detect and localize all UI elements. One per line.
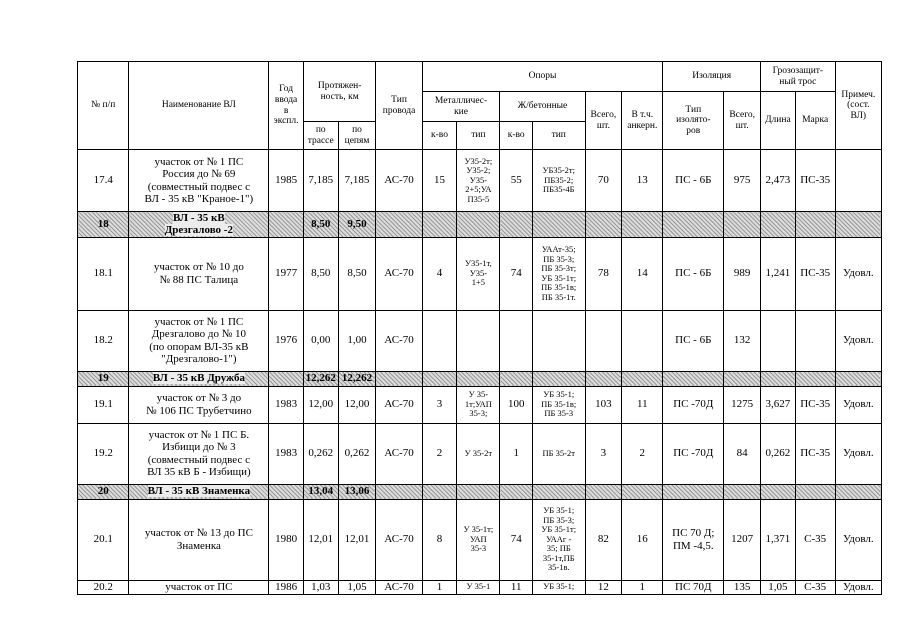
metal-type: У35-1т, У35- 1+5 — [457, 237, 500, 310]
empty-cell — [622, 371, 663, 386]
empty-cell — [835, 212, 881, 238]
length-route: 1,03 — [303, 580, 338, 594]
header-concrete-qty: к-во — [500, 122, 533, 150]
anchor-count: 11 — [622, 386, 663, 423]
wire-type: АС-70 — [376, 580, 422, 594]
header-note: Примеч. (сост. ВЛ) — [835, 62, 881, 150]
insulator-type: ПС - 6Б — [663, 237, 724, 310]
row-num: 18.2 — [78, 310, 129, 371]
insulator-type: ПС -70Д — [663, 386, 724, 423]
metal-qty: 3 — [422, 386, 457, 423]
length-chains: 0,262 — [338, 423, 376, 484]
empty-cell — [376, 212, 422, 238]
empty-cell — [724, 371, 761, 386]
length-chains: 12,01 — [338, 499, 376, 580]
length-route: 0,262 — [303, 423, 338, 484]
empty-cell — [761, 484, 796, 499]
line-name: ВЛ - 35 кВ Дрезгалово -2 — [129, 212, 269, 238]
header-length: Протяжен- ность, км — [303, 62, 376, 122]
ground-brand: ПС-35 — [795, 423, 835, 484]
ground-length: 3,627 — [761, 386, 796, 423]
year — [269, 371, 304, 386]
anchor-count: 13 — [622, 150, 663, 212]
wire-type: АС-70 — [376, 499, 422, 580]
supports-total: 82 — [585, 499, 622, 580]
ground-brand: С-35 — [795, 580, 835, 594]
header-wire: Тип провода — [376, 62, 422, 150]
empty-cell — [622, 484, 663, 499]
length-chains: 1,00 — [338, 310, 376, 371]
insulator-type: ПС -70Д — [663, 423, 724, 484]
concrete-qty: 1 — [500, 423, 533, 484]
year — [269, 212, 304, 238]
length-chains: 8,50 — [338, 237, 376, 310]
row-num: 20.1 — [78, 499, 129, 580]
concrete-type — [532, 310, 585, 371]
length-route: 13,04 — [303, 484, 338, 499]
insulator-total: 84 — [724, 423, 761, 484]
header-length-route: по трассе — [303, 122, 338, 150]
row-num: 17.4 — [78, 150, 129, 212]
concrete-type: УБ35-2т; ПБ35-2; ПБ35-4Б — [532, 150, 585, 212]
note: Удовл. — [835, 310, 881, 371]
concrete-qty: 55 — [500, 150, 533, 212]
note: Удовл. — [835, 580, 881, 594]
empty-cell — [663, 371, 724, 386]
concrete-type: УААт-35; ПБ 35-3; ПБ 35-3т; УБ 35-1т; ПБ 35-1в; ПБ 35-1т. — [532, 237, 585, 310]
table-row — [78, 237, 882, 310]
row-num: 20.2 — [78, 580, 129, 594]
empty-cell — [422, 484, 457, 499]
ground-brand: ПС-35 — [795, 150, 835, 212]
header-year: Год ввода в экспл. — [269, 62, 304, 150]
year: 1986 — [269, 580, 304, 594]
supports-total: 70 — [585, 150, 622, 212]
header-metal: Металличес- кие — [422, 92, 500, 122]
insulator-total: 1207 — [724, 499, 761, 580]
empty-cell — [663, 484, 724, 499]
line-name: участок от № 1 ПС Дрезгалово до № 10 (по опорам ВЛ-35 кВ "Дрезгалово-1") — [129, 310, 269, 371]
year: 1977 — [269, 237, 304, 310]
year — [269, 484, 304, 499]
empty-cell — [457, 484, 500, 499]
concrete-type: ПБ 35-2т — [532, 423, 585, 484]
metal-type: У 35-1 — [457, 580, 500, 594]
empty-cell — [532, 212, 585, 238]
insulator-total: 1275 — [724, 386, 761, 423]
group-row — [78, 212, 882, 238]
supports-total: 3 — [585, 423, 622, 484]
header-total: Всего, шт. — [585, 92, 622, 150]
header-metal-qty: к-во — [422, 122, 457, 150]
length-chains: 1,05 — [338, 580, 376, 594]
metal-type: У 35-2т — [457, 423, 500, 484]
empty-cell — [500, 212, 533, 238]
ground-length: 1,241 — [761, 237, 796, 310]
table-row — [78, 423, 882, 484]
length-chains: 13,06 — [338, 484, 376, 499]
metal-qty: 4 — [422, 237, 457, 310]
insulator-type: ПС - 6Б — [663, 310, 724, 371]
empty-cell — [622, 212, 663, 238]
ground-brand: ПС-35 — [795, 386, 835, 423]
header-num: № п/п — [78, 62, 129, 150]
note: Удовл. — [835, 423, 881, 484]
empty-cell — [835, 484, 881, 499]
wire-type: АС-70 — [376, 310, 422, 371]
ground-length: 1,371 — [761, 499, 796, 580]
supports-total: 12 — [585, 580, 622, 594]
header-insulation: Изоляция — [663, 62, 761, 92]
line-name: участок от № 13 до ПС Знаменка — [129, 499, 269, 580]
length-route: 12,262 — [303, 371, 338, 386]
line-name: участок от № 1 ПС Россия до № 69 (совместный подвес с ВЛ - 35 кВ "Краное-1") — [129, 150, 269, 212]
insulator-type: ПС 70 Д; ПМ -4,5. — [663, 499, 724, 580]
line-name: участок от № 1 ПС Б. Избищи до № 3 (совместный подвес с ВЛ 35 кВ Б - Избищи) — [129, 423, 269, 484]
empty-cell — [457, 212, 500, 238]
row-num: 18.1 — [78, 237, 129, 310]
empty-cell — [585, 371, 622, 386]
header-supports: Опоры — [422, 62, 663, 92]
metal-type: У 35-1т; УАП 35-3 — [457, 499, 500, 580]
length-route: 8,50 — [303, 237, 338, 310]
concrete-qty — [500, 310, 533, 371]
group-row — [78, 484, 882, 499]
anchor-count: 16 — [622, 499, 663, 580]
metal-type: У35-2т; У35-2; У35- 2+5;УА П35-5 — [457, 150, 500, 212]
length-route: 7,185 — [303, 150, 338, 212]
metal-qty — [422, 310, 457, 371]
metal-qty: 8 — [422, 499, 457, 580]
empty-cell — [795, 212, 835, 238]
length-route: 8,50 — [303, 212, 338, 238]
table-row — [78, 150, 882, 212]
insulator-total: 132 — [724, 310, 761, 371]
table-row — [78, 310, 882, 371]
year: 1976 — [269, 310, 304, 371]
wire-type: АС-70 — [376, 423, 422, 484]
ground-brand — [795, 310, 835, 371]
table-row — [78, 580, 882, 594]
length-chains: 12,00 — [338, 386, 376, 423]
header-anchor: В т.ч. анкерн. — [622, 92, 663, 150]
concrete-qty: 74 — [500, 499, 533, 580]
empty-cell — [663, 212, 724, 238]
concrete-type: УБ 35-1; ПБ 35-1в; ПБ 35-3 — [532, 386, 585, 423]
empty-cell — [376, 484, 422, 499]
supports-total: 103 — [585, 386, 622, 423]
concrete-type: УБ 35-1; ПБ 35-3; УБ 35-1т; УААг - 35; ПБ 35-1т,ПБ 35-1в. — [532, 499, 585, 580]
empty-cell — [795, 484, 835, 499]
empty-cell — [585, 484, 622, 499]
header-ground-brand: Марка — [795, 92, 835, 150]
header-concrete-type: тип — [532, 122, 585, 150]
metal-qty: 2 — [422, 423, 457, 484]
header-insulator-total: Всего, шт. — [724, 92, 761, 150]
length-route: 12,00 — [303, 386, 338, 423]
header-concrete: Ж/бетонные — [500, 92, 585, 122]
insulator-total: 989 — [724, 237, 761, 310]
year: 1983 — [269, 423, 304, 484]
empty-cell — [500, 371, 533, 386]
length-chains: 12,262 — [338, 371, 376, 386]
ground-length — [761, 310, 796, 371]
concrete-type: УБ 35-1; — [532, 580, 585, 594]
anchor-count: 2 — [622, 423, 663, 484]
ground-length: 2,473 — [761, 150, 796, 212]
wire-type: АС-70 — [376, 150, 422, 212]
insulator-type: ПС - 6Б — [663, 150, 724, 212]
empty-cell — [724, 484, 761, 499]
supports-total — [585, 310, 622, 371]
empty-cell — [761, 212, 796, 238]
header-ground-length: Длина — [761, 92, 796, 150]
year: 1985 — [269, 150, 304, 212]
empty-cell — [500, 484, 533, 499]
length-chains: 9,50 — [338, 212, 376, 238]
table-row — [78, 386, 882, 423]
metal-qty: 1 — [422, 580, 457, 594]
metal-qty: 15 — [422, 150, 457, 212]
empty-cell — [761, 371, 796, 386]
supports-total: 78 — [585, 237, 622, 310]
empty-cell — [376, 371, 422, 386]
empty-cell — [532, 484, 585, 499]
header-ground-wire: Грозозащит- ный трос — [761, 62, 836, 92]
empty-cell — [422, 371, 457, 386]
row-num: 19.1 — [78, 386, 129, 423]
length-route: 0,00 — [303, 310, 338, 371]
anchor-count — [622, 310, 663, 371]
insulator-type: ПС 70Д — [663, 580, 724, 594]
row-num: 19.2 — [78, 423, 129, 484]
note: Удовл. — [835, 386, 881, 423]
ground-brand: С-35 — [795, 499, 835, 580]
header-metal-type: тип — [457, 122, 500, 150]
row-num: 20 — [78, 484, 129, 499]
group-row — [78, 371, 882, 386]
ground-length: 1,05 — [761, 580, 796, 594]
metal-type — [457, 310, 500, 371]
header-length-chains: по цепям — [338, 122, 376, 150]
power-lines-table — [77, 61, 882, 595]
table-row — [78, 499, 882, 580]
ground-brand: ПС-35 — [795, 237, 835, 310]
length-chains: 7,185 — [338, 150, 376, 212]
line-name: ВЛ - 35 кВ Знаменка — [129, 484, 269, 499]
header-insulator-type: Тип изолято- ров — [663, 92, 724, 150]
concrete-qty: 11 — [500, 580, 533, 594]
empty-cell — [422, 212, 457, 238]
empty-cell — [795, 371, 835, 386]
concrete-qty: 74 — [500, 237, 533, 310]
empty-cell — [457, 371, 500, 386]
row-num: 18 — [78, 212, 129, 238]
concrete-qty: 100 — [500, 386, 533, 423]
wire-type: АС-70 — [376, 386, 422, 423]
row-num: 19 — [78, 371, 129, 386]
empty-cell — [585, 212, 622, 238]
note — [835, 150, 881, 212]
anchor-count: 14 — [622, 237, 663, 310]
year: 1983 — [269, 386, 304, 423]
wire-type: АС-70 — [376, 237, 422, 310]
line-name: участок от № 10 до № 88 ПС Талица — [129, 237, 269, 310]
line-name: ВЛ - 35 кВ Дружба — [129, 371, 269, 386]
empty-cell — [532, 371, 585, 386]
insulator-total: 135 — [724, 580, 761, 594]
insulator-total: 975 — [724, 150, 761, 212]
line-name: участок от ПС — [129, 580, 269, 594]
length-route: 12,01 — [303, 499, 338, 580]
metal-type: У 35- 1т;УАП 35-3; — [457, 386, 500, 423]
empty-cell — [724, 212, 761, 238]
anchor-count: 1 — [622, 580, 663, 594]
ground-length: 0,262 — [761, 423, 796, 484]
note: Удовл. — [835, 237, 881, 310]
note: Удовл. — [835, 499, 881, 580]
line-name: участок от № 3 до № 106 ПС Трубетчино — [129, 386, 269, 423]
empty-cell — [835, 371, 881, 386]
year: 1980 — [269, 499, 304, 580]
header-name: Наименование ВЛ — [129, 62, 269, 150]
